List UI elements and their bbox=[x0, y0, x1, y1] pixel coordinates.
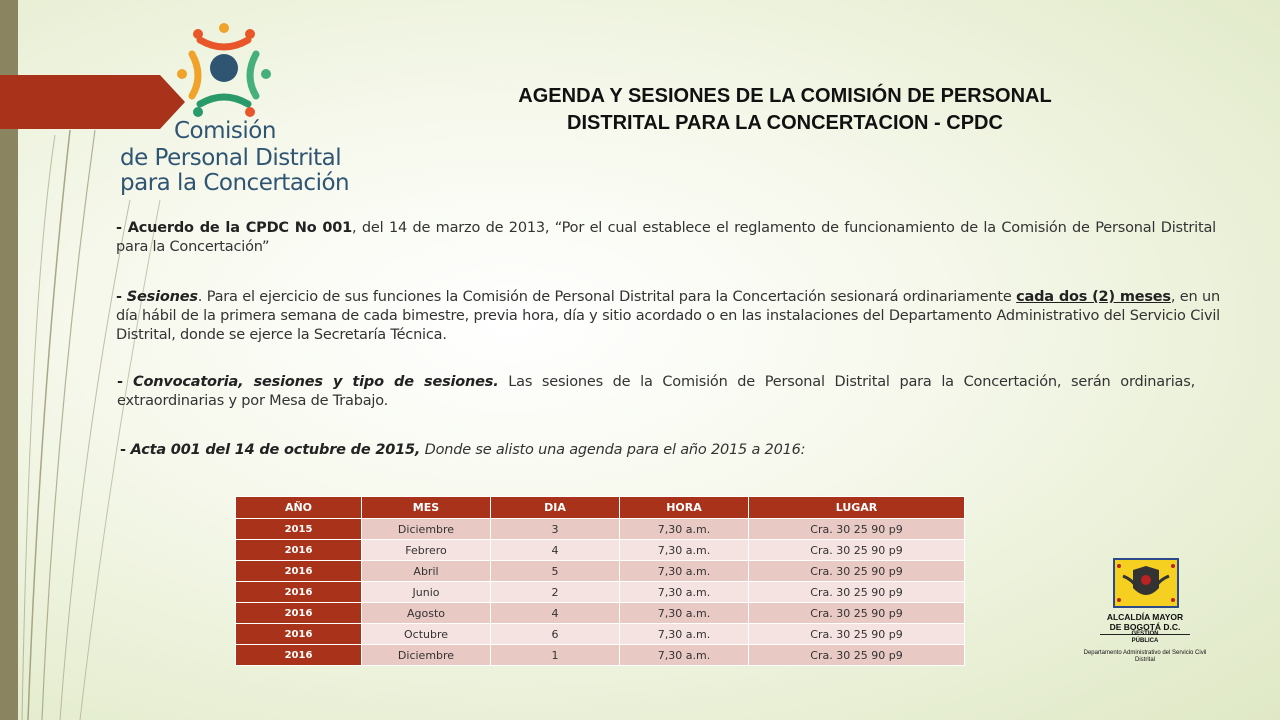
cell-dia: 4 bbox=[491, 603, 620, 624]
cell-dia: 1 bbox=[491, 645, 620, 666]
cpdc-logo-icon bbox=[168, 20, 280, 120]
cell-lugar: Cra. 30 25 90 p9 bbox=[749, 582, 965, 603]
alcaldia-line2: DE BOGOTÁ D.C. bbox=[1109, 622, 1181, 632]
cell-ano: 2016 bbox=[236, 582, 362, 603]
p4-bold: Acta 001 del 14 de octubre de 2015, bbox=[130, 442, 421, 458]
schedule-table bbox=[235, 496, 965, 666]
header-hora: HORA bbox=[620, 497, 749, 519]
cell-ano: 2016 bbox=[236, 645, 362, 666]
paragraph-acta bbox=[120, 441, 1020, 460]
table-row bbox=[236, 561, 965, 582]
alcaldia-line1: ALCALDÍA MAYOR bbox=[1106, 612, 1184, 622]
bogota-crest-icon bbox=[1113, 558, 1179, 608]
cell-dia: 5 bbox=[491, 561, 620, 582]
header-mes: MES bbox=[362, 497, 491, 519]
alcaldia-line4: PÚBLICA bbox=[1131, 638, 1159, 644]
cell-mes: Abril bbox=[362, 561, 491, 582]
alcaldia-line3: GESTIÓN bbox=[1131, 631, 1159, 637]
p3-bold: Convocatoria, sesiones y tipo de sesiones. bbox=[133, 374, 499, 390]
p3-dash: - bbox=[117, 374, 133, 390]
p1-text: , del 14 de marzo de 2013, “Por el cual establece el reglamento de funcionamiento de la Comisión de Personal Distrital para la Concertación” bbox=[116, 220, 1216, 255]
cell-lugar: Cra. 30 25 90 p9 bbox=[749, 624, 965, 645]
cell-mes: Diciembre bbox=[362, 519, 491, 540]
cell-mes: Diciembre bbox=[362, 645, 491, 666]
alcaldia-department: Departamento Administrativo del Servicio Civil Distrital bbox=[1083, 650, 1207, 663]
table-row bbox=[236, 603, 965, 624]
p3-text: Las sesiones de la Comisión de Personal Distrital para la Concertación, serán ordinarias, extraordinarias y por Mesa de Trabajo. bbox=[117, 374, 1195, 409]
table-row bbox=[236, 624, 965, 645]
title-line1: AGENDA Y SESIONES DE LA COMISIÓN DE PERSONAL bbox=[518, 85, 1052, 107]
header-ano: AÑO bbox=[236, 497, 362, 519]
p2-underlined: cada dos (2) meses bbox=[1016, 289, 1171, 305]
cell-hora: 7,30 a.m. bbox=[620, 603, 749, 624]
table-row bbox=[236, 519, 965, 540]
cell-lugar: Cra. 30 25 90 p9 bbox=[749, 645, 965, 666]
p2-bold: Sesiones bbox=[126, 289, 198, 305]
cell-ano: 2016 bbox=[236, 603, 362, 624]
cell-lugar: Cra. 30 25 90 p9 bbox=[749, 540, 965, 561]
cell-mes: Agosto bbox=[362, 603, 491, 624]
cell-ano: 2016 bbox=[236, 624, 362, 645]
cell-dia: 3 bbox=[491, 519, 620, 540]
cell-lugar: Cra. 30 25 90 p9 bbox=[749, 519, 965, 540]
cell-dia: 6 bbox=[491, 624, 620, 645]
alcaldia-name bbox=[1075, 612, 1215, 632]
table-row bbox=[236, 582, 965, 603]
logo-text-line1: Comisión bbox=[174, 118, 276, 144]
table-row bbox=[236, 645, 965, 666]
cell-hora: 7,30 a.m. bbox=[620, 624, 749, 645]
cell-dia: 2 bbox=[491, 582, 620, 603]
paragraph-acuerdo bbox=[116, 219, 1216, 257]
title-line2: DISTRITAL PARA LA CONCERTACION - CPDC bbox=[567, 112, 1003, 134]
header-lugar: LUGAR bbox=[749, 497, 965, 519]
cell-hora: 7,30 a.m. bbox=[620, 645, 749, 666]
logo-text-line2: de Personal Distrital bbox=[120, 145, 342, 171]
cell-hora: 7,30 a.m. bbox=[620, 582, 749, 603]
cell-ano: 2016 bbox=[236, 540, 362, 561]
cell-hora: 7,30 a.m. bbox=[620, 561, 749, 582]
paragraph-convocatoria bbox=[117, 373, 1195, 411]
p2-text-after: , en un día hábil de la primera semana de cada bimestre, previa hora, día y sitio acordado o en las instalaciones del Departamento Administrativo del Servicio Civil Distrital, donde se ejerce la Secretaría Técnica. bbox=[116, 289, 1220, 343]
red-arrow-banner bbox=[0, 75, 185, 129]
cell-mes: Octubre bbox=[362, 624, 491, 645]
cell-dia: 4 bbox=[491, 540, 620, 561]
cell-mes: Junio bbox=[362, 582, 491, 603]
p1-bold: Acuerdo de la CPDC No 001 bbox=[127, 220, 353, 236]
cell-mes: Febrero bbox=[362, 540, 491, 561]
header-dia: DIA bbox=[491, 497, 620, 519]
p4-dash: - bbox=[120, 442, 131, 458]
cell-ano: 2015 bbox=[236, 519, 362, 540]
p2-text-before: . Para el ejercicio de sus funciones la Comisión de Personal Distrital para la Concertación sesionará ordinariamente bbox=[197, 289, 1017, 305]
p4-italic: Donde se alisto una agenda para el año 2015 a 2016: bbox=[420, 442, 806, 458]
cell-hora: 7,30 a.m. bbox=[620, 540, 749, 561]
cell-ano: 2016 bbox=[236, 561, 362, 582]
table-row bbox=[236, 540, 965, 561]
page-title bbox=[395, 83, 1175, 137]
paragraph-sesiones bbox=[116, 288, 1220, 345]
cell-lugar: Cra. 30 25 90 p9 bbox=[749, 603, 965, 624]
table-header-row bbox=[236, 497, 965, 519]
p1-dash: - bbox=[116, 220, 128, 236]
cell-hora: 7,30 a.m. bbox=[620, 519, 749, 540]
gestion-publica bbox=[1075, 631, 1215, 645]
p2-dash: - bbox=[116, 289, 127, 305]
cell-lugar: Cra. 30 25 90 p9 bbox=[749, 561, 965, 582]
logo-text-line3: para la Concertación bbox=[120, 170, 350, 196]
